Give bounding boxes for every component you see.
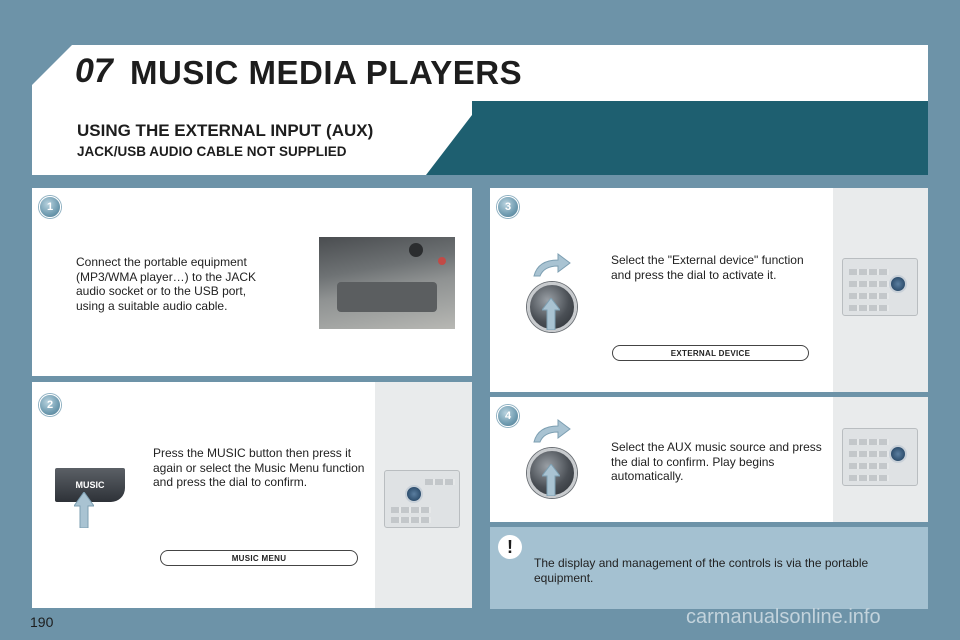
step-2-badge: 2	[39, 394, 61, 416]
step-2-text: Press the MUSIC button then press it again or select the Music Menu function and press the dial to confirm.	[153, 446, 365, 489]
step-4-text: Select the AUX music source and press the dial to confirm. Play begins automatically.	[611, 440, 822, 483]
section-title: USING THE EXTERNAL INPUT (AUX)	[77, 121, 374, 140]
external-device-pill: EXTERNAL DEVICE	[612, 345, 809, 361]
step-1-text: Connect the portable equipment (MP3/WMA player…) to the JACK audio socket or to the USB port, using a suitable audio cable.	[76, 255, 257, 313]
glovebox-photo	[319, 237, 455, 329]
step-1-badge: 1	[39, 196, 61, 218]
music-menu-pill: MUSIC MENU	[160, 550, 358, 566]
watermark: carmanualsonline.info	[686, 606, 881, 628]
rotate-arrow-icon	[532, 252, 572, 278]
chapter-title: MUSIC MEDIA PLAYERS	[130, 54, 523, 91]
radio-unit-illustration	[384, 470, 460, 528]
press-arrow-icon	[542, 464, 560, 496]
press-arrow-icon	[542, 298, 560, 330]
page-number: 190	[30, 614, 54, 630]
radio-unit-illustration	[842, 258, 918, 316]
step-3-text: Select the "External device" function and press the dial to activate it.	[611, 253, 804, 282]
chapter-number: 07	[75, 52, 113, 90]
rotate-arrow-icon	[532, 418, 572, 444]
step-4-badge: 4	[497, 405, 519, 427]
press-arrow-icon	[74, 492, 94, 528]
exclamation-icon: !	[498, 535, 522, 559]
step-3-badge: 3	[497, 196, 519, 218]
note-text: The display and management of the controls is via the portable equipment.	[534, 556, 869, 585]
radio-unit-illustration	[842, 428, 918, 486]
section-subtitle: JACK/USB AUDIO CABLE NOT SUPPLIED	[77, 144, 347, 159]
music-button-illustration: MUSIC	[55, 468, 125, 502]
